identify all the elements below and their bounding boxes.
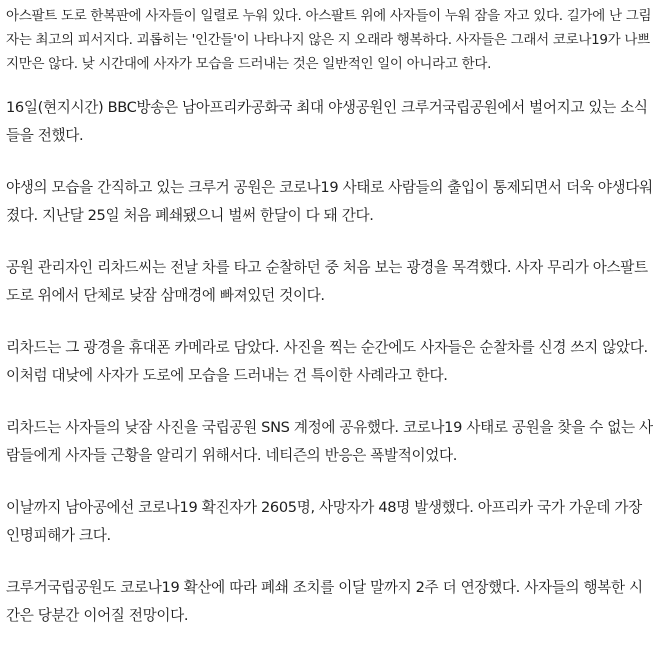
article-paragraph: 16일(현지시간) BBC방송은 남아프리카공화국 최대 야생공원인 크루거국립공원에서 벌어지고 있는 소식들을 전했다. bbox=[6, 99, 648, 144]
article-paragraph: 리차드는 사자들의 낮잠 사진을 국립공원 SNS 계정에 공유했다. 코로나19 사태로 공원을 찾을 수 없는 사람들에게 사자들 근황을 알리기 위해서다. 네티즌의 반응은 폭발적이었다. bbox=[6, 419, 653, 464]
article-paragraph: 크루거국립공원도 코로나19 확산에 따라 폐쇄 조치를 이달 말까지 2주 더 연장했다. 사자들의 행복한 시간은 당분간 이어질 전망이다. bbox=[6, 579, 643, 624]
article-paragraph: 공원 관리자인 리차드씨는 전날 차를 타고 순찰하던 중 처음 보는 광경을 목격했다. 사자 무리가 아스팔트 도로 위에서 단체로 낮잠 삼매경에 빠져있던 것이다. bbox=[6, 259, 648, 304]
article-intro: 아스팔트 도로 한복판에 사자들이 일렬로 누워 있다. 아스팔트 위에 사자들이 누워 잠을 자고 있다. 길가에 난 그림자는 최고의 피서지다. 괴롭히는 '인간들'이 나타나지 않은 지 오래라 행복하다. 사자들은 그래서 코로나19가 나쁘지만은 않다. 낮 시간대에 사자가 모습을 드러내는 것은 일반적인 일이 아니라고 한다. bbox=[6, 8, 652, 72]
article-paragraph: 리차드는 그 광경을 휴대폰 카메라로 담았다. 사진을 찍는 순간에도 사자들은 순찰차를 신경 쓰지 않았다. 이처럼 대낮에 사자가 도로에 모습을 드러내는 건 특이한 사례라고 한다. bbox=[6, 339, 648, 384]
article-paragraph: 이날까지 남아공에선 코로나19 확진자가 2605명, 사망자가 48명 발생했다. 아프리카 국가 가운데 가장 인명피해가 크다. bbox=[6, 499, 642, 544]
article-paragraph: 야생의 모습을 간직하고 있는 크루거 공원은 코로나19 사태로 사람들의 출입이 통제되면서 더욱 야생다워졌다. 지난달 25일 처음 폐쇄됐으니 벌써 한달이 다 돼 간다. bbox=[6, 179, 653, 224]
article-body bbox=[6, 0, 654, 654]
